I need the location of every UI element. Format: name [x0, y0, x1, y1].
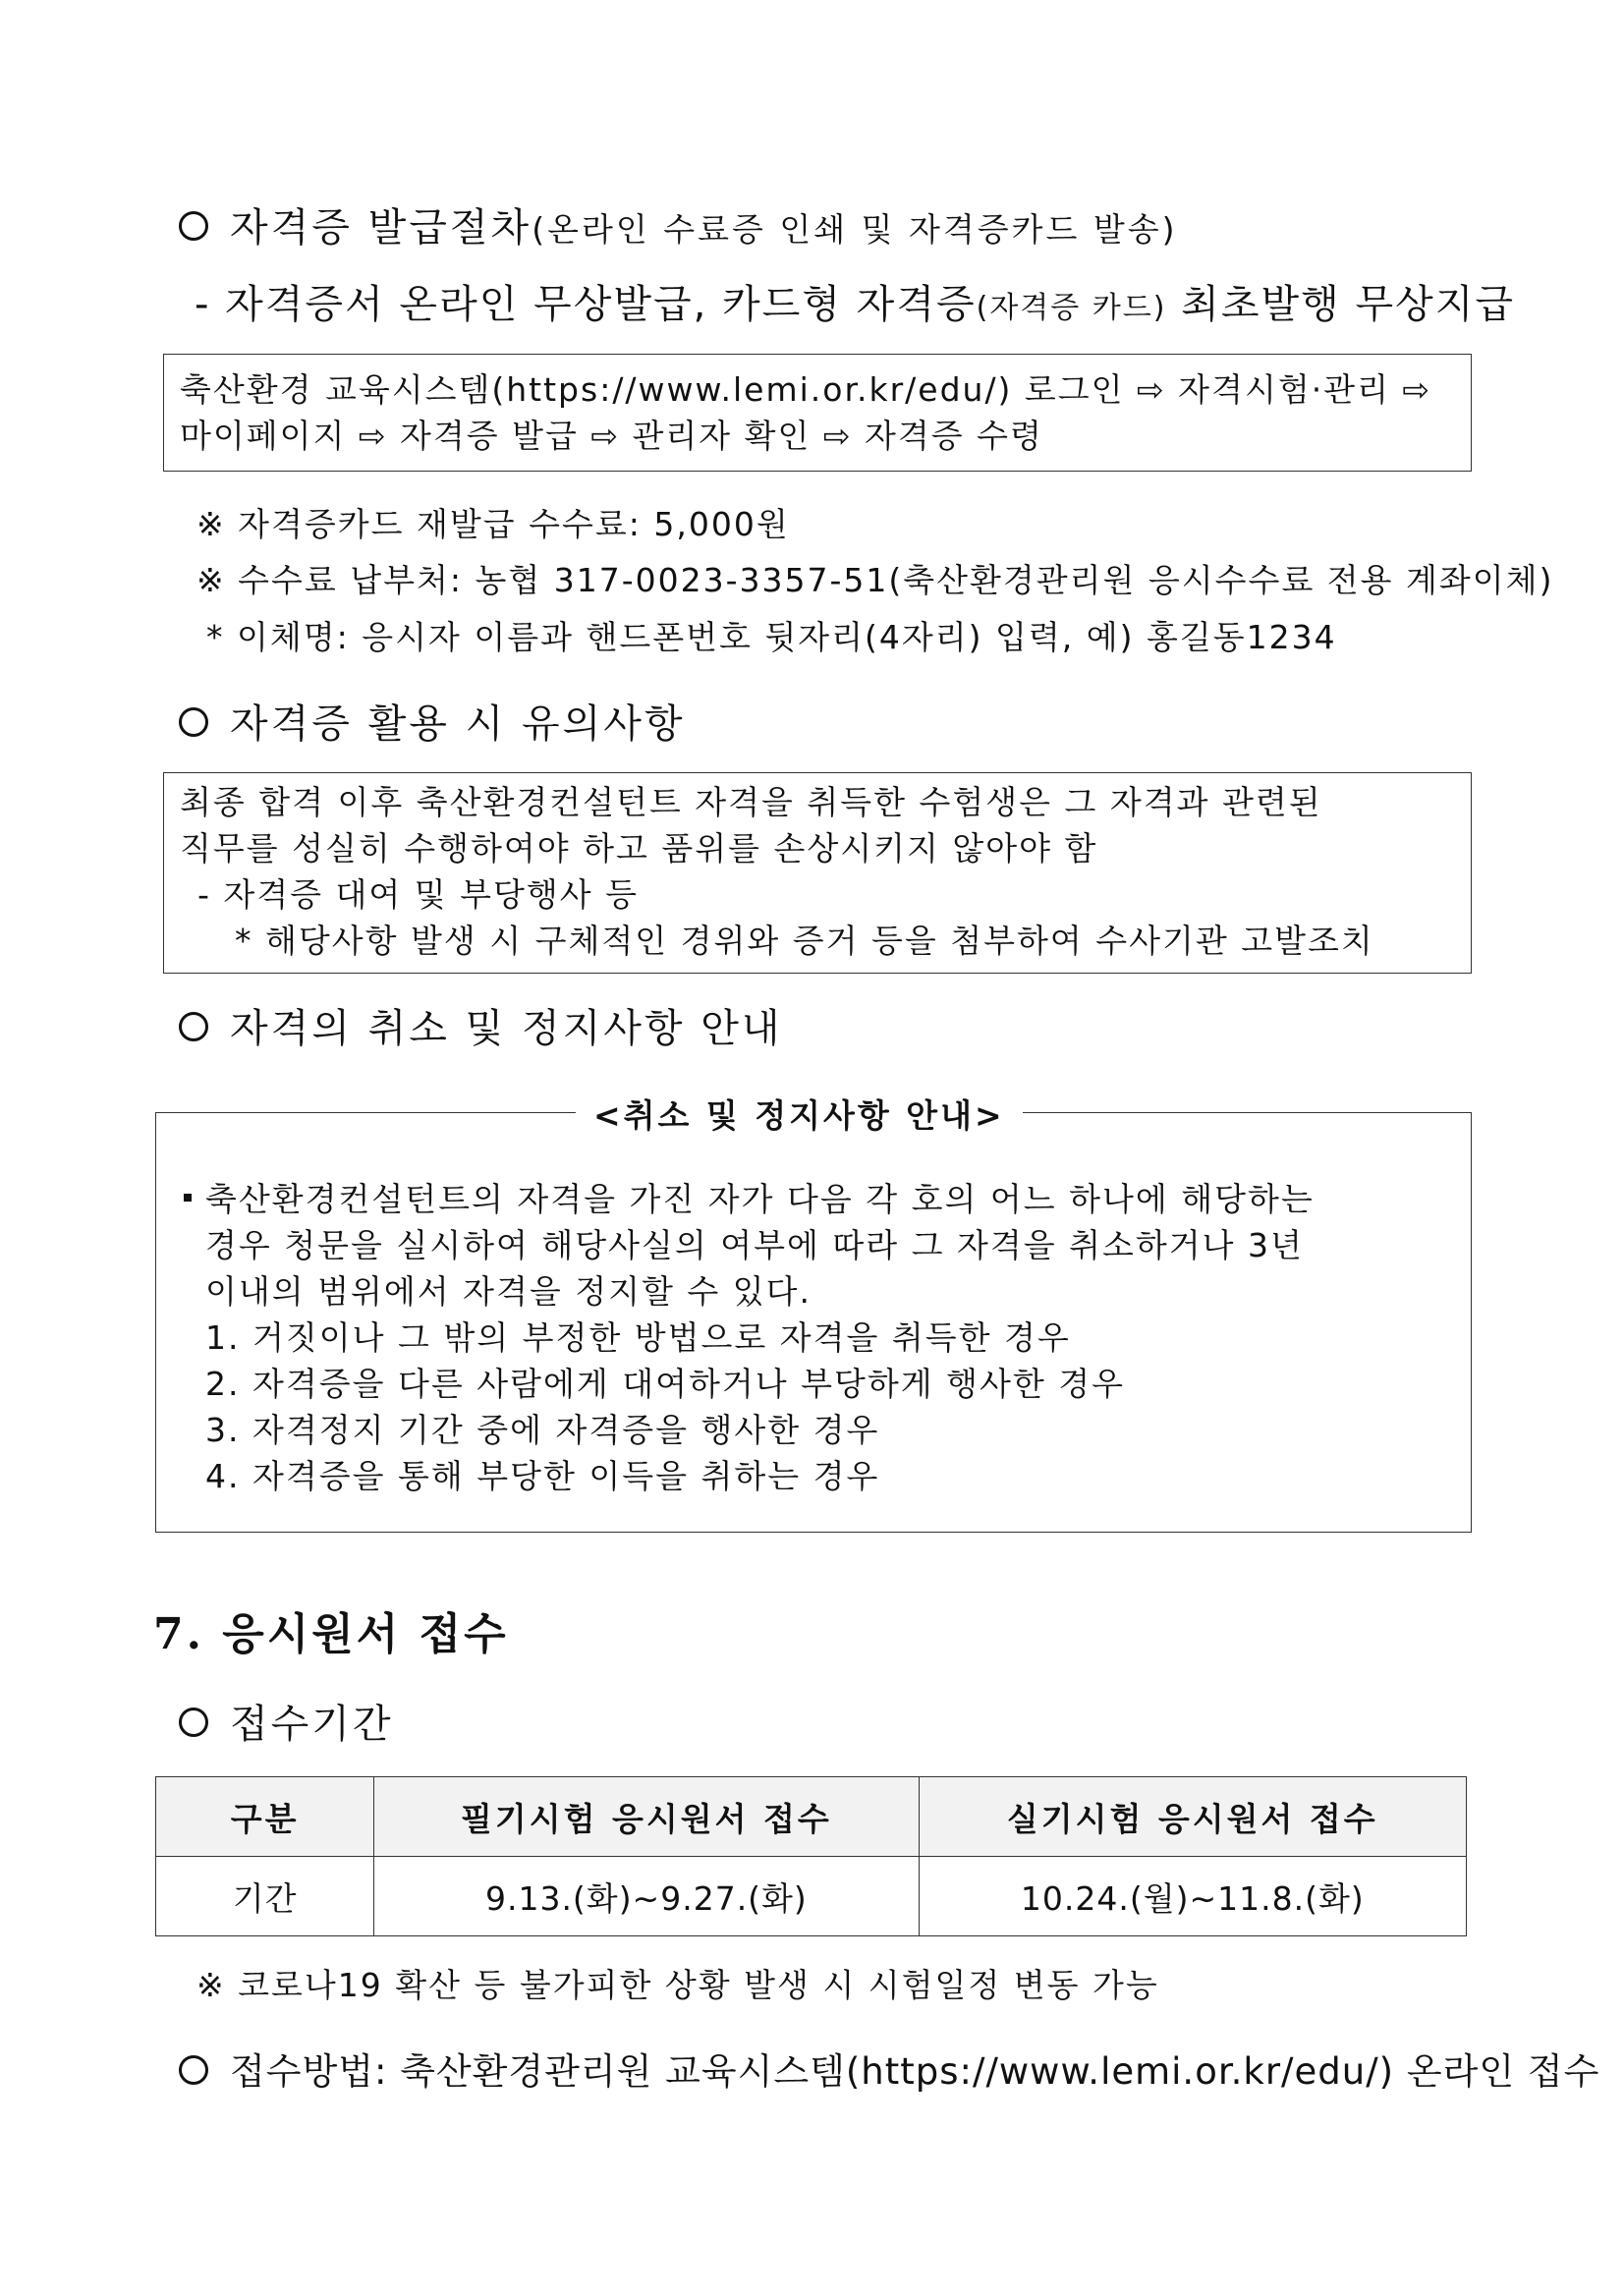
issuance-steps-line2: 마이페이지 ⇨ 자격증 발급 ⇨ 관리자 확인 ⇨ 자격증 수령 — [180, 417, 1043, 455]
fee-payment-note: ※ 수수료 납부처: 농협 317-0023-3357-51(축산환경관리원 응시수수료 전용 계좌이체) — [196, 561, 1554, 599]
table-cell: 9.13.(화)∼9.27.(화) — [374, 1857, 919, 1936]
circle-bullet-icon — [179, 2055, 208, 2085]
issuance-free-line-c: 최초발행 무상지급 — [1166, 282, 1516, 327]
caution-line2: 직무를 성실히 수행하여야 하고 품위를 손상시키지 않아야 함 — [180, 829, 1098, 868]
cancellation-heading — [179, 997, 783, 1053]
issuance-steps-box — [163, 354, 1472, 472]
cancellation-box — [155, 1112, 1472, 1533]
period-heading — [179, 1693, 394, 1749]
issuance-heading — [179, 196, 1177, 252]
caution-box — [163, 772, 1472, 974]
cancellation-intro-line1 — [184, 1176, 1455, 1222]
cancellation-box-title: <취소 및 정지사항 안내> — [576, 1091, 1023, 1137]
issuance-heading-sub: (온라인 수료증 인쇄 및 자격증카드 발송) — [532, 210, 1178, 249]
issuance-free-line-a: - 자격증서 온라인 무상발급, 카드형 자격증 — [195, 282, 977, 327]
table-row — [156, 1857, 1467, 1936]
caution-heading-text: 자격증 활용 시 유의사항 — [230, 701, 686, 747]
circle-bullet-icon — [179, 1708, 208, 1737]
circle-bullet-icon — [179, 707, 208, 737]
period-heading-text: 접수기간 — [230, 1702, 394, 1747]
issuance-heading-main: 자격증 발급절차 — [230, 205, 532, 251]
issuance-free-line — [195, 273, 1515, 329]
transfer-name-note: * 이체명: 응시자 이름과 핸드폰번호 뒷자리(4자리) 입력, 예) 홍길동1234 — [206, 618, 1337, 656]
cancellation-heading-text: 자격의 취소 및 정지사항 안내 — [230, 1006, 783, 1051]
cancellation-item: 3. 자격정지 기간 중에 자격증을 행사한 경우 — [205, 1411, 880, 1449]
caution-line1: 최종 합격 이후 축산환경컨설턴트 자격을 취득한 수험생은 그 자격과 관련된 — [180, 783, 1322, 821]
method-heading — [179, 2042, 1599, 2095]
schedule-change-note: ※ 코로나19 확산 등 불가피한 상황 발생 시 시험일정 변동 가능 — [196, 1966, 1159, 2004]
caution-line3: - 자격증 대여 및 부당행사 등 — [197, 875, 640, 914]
table-cell: 기간 — [156, 1857, 374, 1936]
table-header-cell: 구분 — [156, 1777, 374, 1857]
cancellation-item: 2. 자격증을 다른 사람에게 대여하거나 부당하게 행사한 경우 — [205, 1365, 1125, 1403]
cancellation-item: 1. 거짓이나 그 밖의 부정한 방법으로 자격을 취득한 경우 — [205, 1318, 1071, 1357]
caution-line4: * 해당사항 발생 시 구체적인 경위와 증거 등을 첨부하여 수사기관 고발조치 — [235, 922, 1374, 960]
method-heading-text: 접수방법: 축산환경관리원 교육시스템(https://www.lemi.or.kr/edu/) 온라인 접수 — [230, 2050, 1600, 2093]
table-header-row — [156, 1777, 1467, 1857]
issuance-free-line-b: (자격증 카드) — [976, 291, 1167, 325]
circle-bullet-icon — [179, 1012, 208, 1041]
cancellation-intro-line2: 경우 청문을 실시하여 해당사실의 여부에 따라 그 자격을 취소하거나 3년 — [205, 1226, 1304, 1264]
cancellation-intro-line3: 이내의 범위에서 자격을 정지할 수 있다. — [205, 1272, 812, 1311]
circle-bullet-icon — [179, 211, 208, 241]
reissue-fee-note: ※ 자격증카드 재발급 수수료: 5,000원 — [196, 505, 790, 543]
table-header-cell: 실기시험 응시원서 접수 — [919, 1777, 1466, 1857]
caution-heading — [179, 693, 686, 749]
square-bullet-icon — [184, 1194, 192, 1202]
cancellation-intro-text1: 축산환경컨설턴트의 자격을 가진 자가 다음 각 호의 어느 하나에 해당하는 — [205, 1180, 1315, 1218]
application-period-table — [155, 1776, 1467, 1936]
table-cell: 10.24.(월)∼11.8.(화) — [919, 1857, 1466, 1936]
section7-title: 7. 응시원서 접수 — [153, 1609, 509, 1659]
cancellation-item: 4. 자격증을 통해 부당한 이득을 취하는 경우 — [205, 1457, 880, 1495]
issuance-steps-line1: 축산환경 교육시스템(https://www.lemi.or.kr/edu/) 로그인 ⇨ 자격시험·관리 ⇨ — [180, 370, 1432, 409]
table-header-cell: 필기시험 응시원서 접수 — [374, 1777, 919, 1857]
